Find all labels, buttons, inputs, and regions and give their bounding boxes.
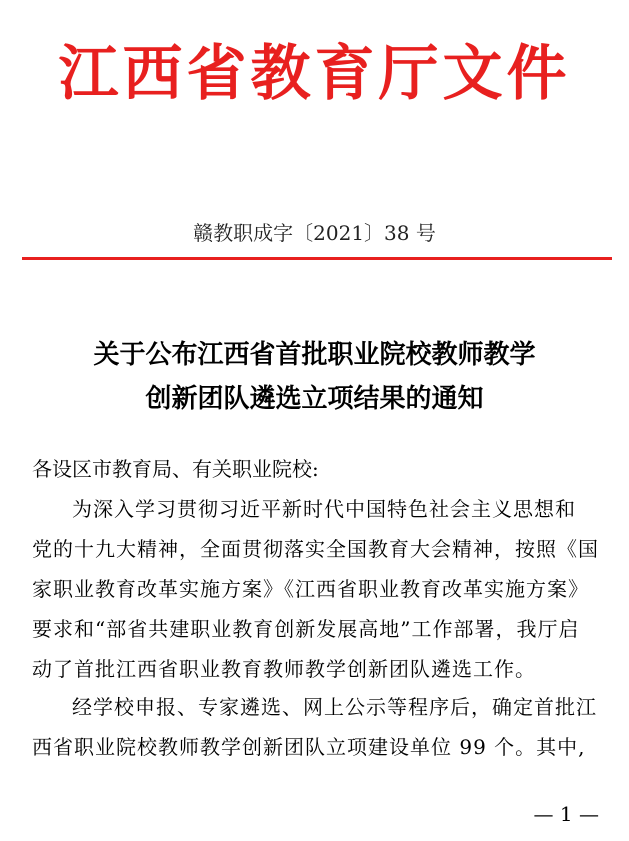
notice-title — [0, 333, 629, 421]
notice-title-line-2: 创新团队遴选立项结果的通知 — [145, 384, 484, 414]
body-line-5: 动了首批江西省职业教育教师教学创新团队遴选工作。 — [32, 657, 536, 681]
red-divider-line — [22, 257, 612, 260]
document-number: 赣教职成字〔2021〕38 号 — [193, 221, 436, 245]
body-line-3: 家职业教育改革实施方案》《江西省职业教育改革实施方案》 — [32, 577, 589, 601]
notice-title-line-1: 关于公布江西省首批职业院校教师教学 — [93, 340, 536, 370]
body-line-1: 为深入学习贯彻习近平新时代中国特色社会主义思想和 — [72, 497, 576, 521]
body-line-6: 经学校申报、专家遴选、网上公示等程序后，确定首批江 — [72, 695, 597, 719]
body-line-4: 要求和“部省共建职业教育创新发展高地”工作部署，我厅启 — [32, 617, 580, 641]
body-line-7: 西省职业院校教师教学创新团队立项建设单位 99 个。其中, — [32, 735, 586, 759]
document-header-title: 江西省教育厅文件 — [58, 39, 571, 109]
page-number: — 1 — — [533, 802, 599, 826]
body-line-2: 党的十九大精神，全面贯彻落实全国教育大会精神，按照《国 — [32, 537, 599, 561]
salutation: 各设区市教育局、有关职业院校: — [32, 457, 319, 481]
